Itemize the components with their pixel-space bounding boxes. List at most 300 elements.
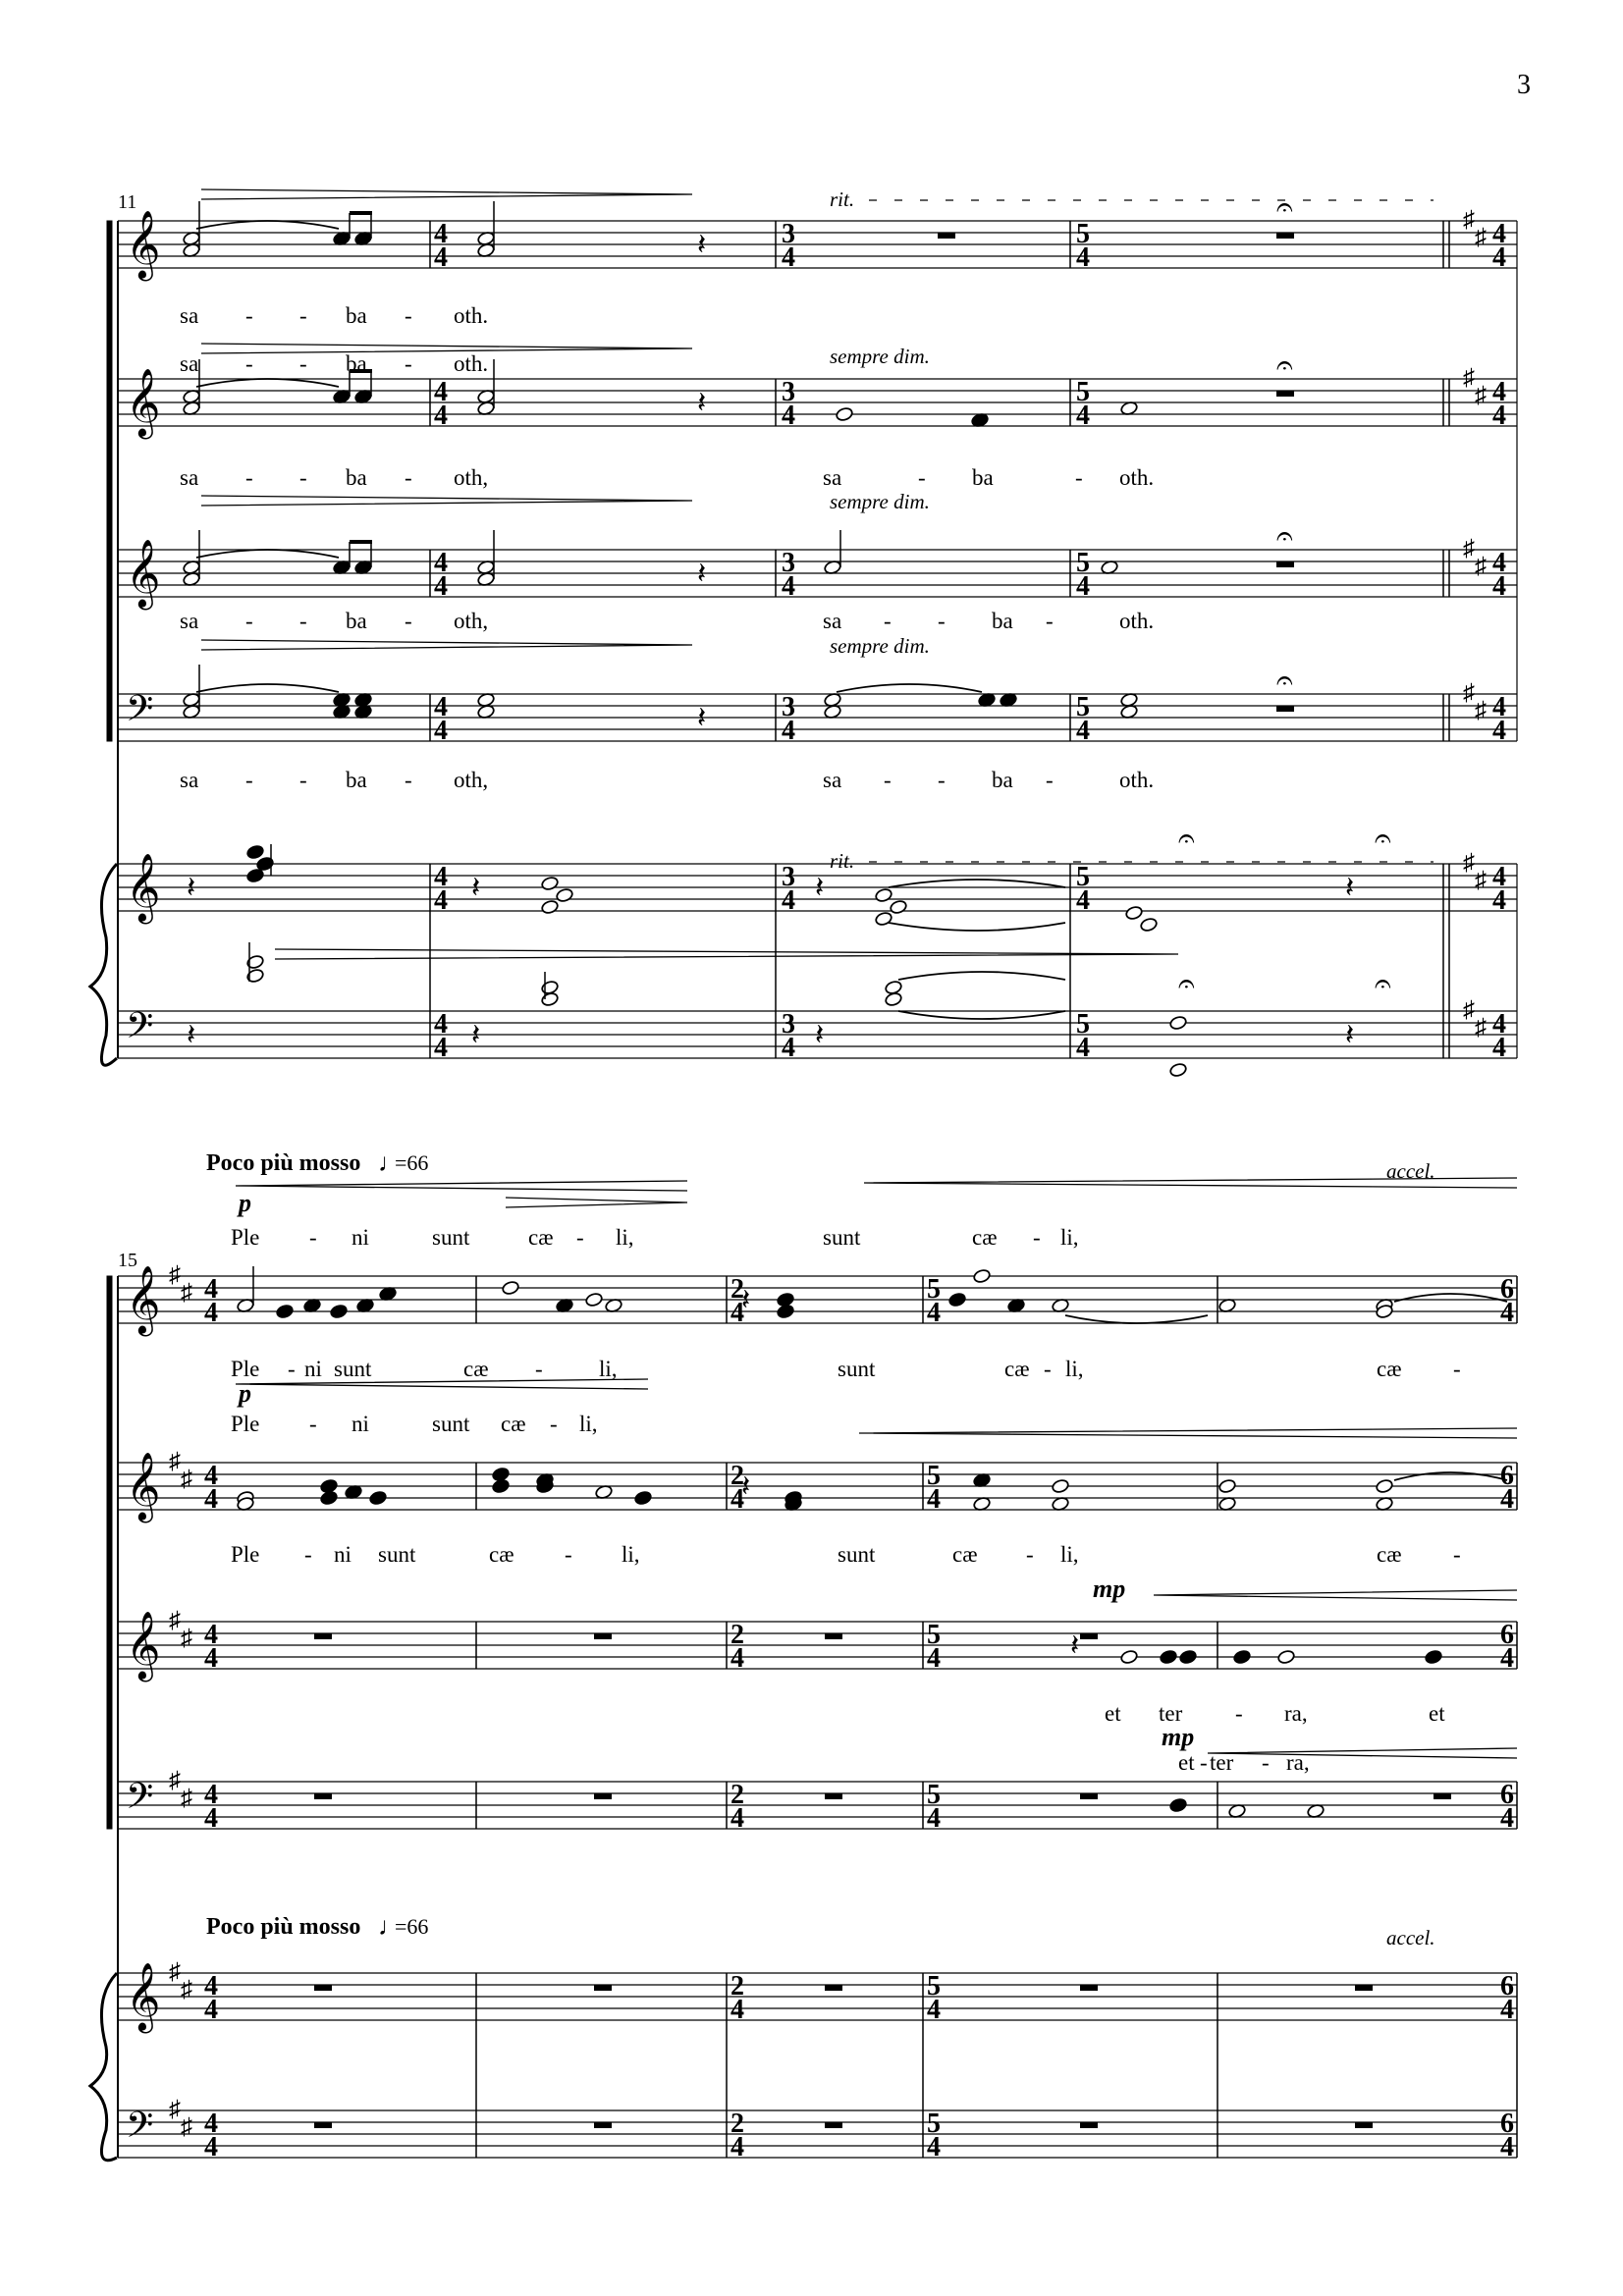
- time-signature: 4: [434, 377, 448, 407]
- time-signature: 4: [1500, 1995, 1514, 2025]
- time-signature: 4: [434, 242, 448, 273]
- svg-text:-: -: [565, 1542, 572, 1567]
- whole-rest-icon: [825, 1793, 842, 1799]
- tie: [196, 221, 339, 229]
- decrescendo-hairpin: [201, 344, 692, 353]
- svg-text:-: -: [1033, 1225, 1041, 1250]
- svg-text:li,: li,: [579, 1412, 598, 1436]
- key-sharp-icon: ♯: [1475, 1015, 1487, 1041]
- fermata-icon: 𝄐: [1276, 665, 1293, 697]
- svg-text:cæ: cæ: [501, 1412, 526, 1436]
- svg-text:cæ: cæ: [528, 1225, 554, 1250]
- time-signature: 4: [782, 1033, 795, 1063]
- svg-text:-: -: [884, 609, 892, 633]
- note-head: [1169, 1797, 1188, 1813]
- svg-text:sunt: sunt: [334, 1357, 372, 1381]
- note-head: [1233, 1649, 1252, 1665]
- key-sharp-icon: ♯: [169, 1262, 181, 1288]
- rest-icon: 𝄽: [471, 1019, 481, 1051]
- alto-lyrics-sys2: [231, 1542, 1461, 1567]
- whole-rest-icon: [1434, 1793, 1451, 1799]
- time-signature: 4: [782, 716, 795, 746]
- fermata-icon: 𝄐: [1178, 823, 1195, 855]
- svg-text:-: -: [1200, 1750, 1208, 1775]
- treble-clef-icon: 𝄞: [126, 210, 161, 279]
- note-head: [1125, 905, 1144, 921]
- time-signature: 6: [1500, 2109, 1514, 2139]
- svg-text:Ple: Ple: [231, 1357, 260, 1381]
- time-signature: 4: [434, 862, 448, 892]
- time-signature: 4: [434, 400, 448, 431]
- time-signature: 5: [1076, 1009, 1090, 1040]
- whole-rest-icon: [314, 2122, 332, 2128]
- time-signature: 4: [782, 885, 795, 916]
- svg-text:oth.: oth.: [1119, 609, 1155, 633]
- whole-rest-icon: [1276, 233, 1294, 239]
- key-sharp-icon: ♯: [1475, 383, 1487, 408]
- whole-rest-icon: [314, 1793, 332, 1799]
- time-signature: 4: [204, 1643, 218, 1674]
- dynamic-p-soprano: p: [239, 1189, 251, 1217]
- time-signature: 4: [434, 885, 448, 916]
- svg-text:li,: li,: [599, 1357, 618, 1381]
- rest-icon: 𝄽: [471, 872, 481, 904]
- time-signature: 4: [782, 242, 795, 273]
- rest-icon: 𝄽: [815, 872, 825, 904]
- fermata-icon: 𝄐: [1178, 968, 1195, 1000]
- rest-icon: 𝄽: [741, 1284, 751, 1316]
- page-number: 3: [1517, 70, 1531, 100]
- note-head: [246, 844, 265, 860]
- note-head: [836, 406, 854, 422]
- rest-icon: 𝄽: [697, 229, 707, 261]
- note-head: [1140, 917, 1159, 933]
- time-signature: 4: [1500, 1803, 1514, 1834]
- time-signature: 4: [204, 1803, 218, 1834]
- time-signature: 4: [1492, 242, 1506, 273]
- whole-rest-icon: [1080, 1985, 1098, 1991]
- decrescendo-hairpin: [506, 1198, 687, 1207]
- time-signature: 4: [434, 548, 448, 578]
- svg-text:sa: sa: [180, 351, 199, 376]
- svg-text:li,: li,: [1065, 1357, 1084, 1381]
- note-head: [1376, 1478, 1394, 1494]
- svg-text:sunt: sunt: [378, 1542, 416, 1567]
- note-head: [1169, 1062, 1188, 1078]
- sempre-dim-bass: sempre dim.: [830, 634, 930, 658]
- note-head: [875, 887, 893, 903]
- dynamic-mp-bass: mp: [1162, 1723, 1195, 1751]
- time-signature: 4: [1492, 885, 1506, 916]
- time-signature: 3: [782, 219, 795, 249]
- tie: [1394, 1472, 1507, 1480]
- tie: [196, 379, 339, 387]
- fermata-icon: 𝄐: [1276, 349, 1293, 382]
- svg-text:-: -: [1046, 609, 1054, 633]
- bass-clef-icon: 𝄢: [126, 1776, 154, 1826]
- key-sharp-icon: ♯: [1475, 225, 1487, 250]
- note-head: [585, 1292, 604, 1308]
- piano-brace-2: [90, 1973, 117, 2161]
- svg-text:-: -: [299, 768, 307, 792]
- time-signature: 6: [1500, 1971, 1514, 2002]
- time-signature: 3: [782, 548, 795, 578]
- whole-rest-icon: [594, 1793, 612, 1799]
- soprano-lyrics-above-sys2: [231, 1225, 1079, 1250]
- accel-label-piano: accel.: [1386, 1926, 1435, 1949]
- svg-text:ni: ni: [352, 1412, 369, 1436]
- beam: [350, 211, 372, 215]
- svg-text:ni: ni: [304, 1357, 322, 1381]
- whole-rest-icon: [825, 1633, 842, 1639]
- svg-text:oth.: oth.: [1119, 768, 1155, 792]
- soprano-lyrics-sys1: [180, 303, 488, 328]
- treble-clef-icon: 𝄞: [126, 1265, 161, 1334]
- time-signature: 2: [730, 1780, 744, 1810]
- key-sharp-icon: ♯: [169, 1608, 181, 1633]
- tenor-lyrics-sys1: [180, 609, 1154, 633]
- svg-text:-: -: [299, 351, 307, 376]
- time-signature: 4: [204, 1484, 218, 1515]
- time-signature: 4: [1076, 885, 1090, 916]
- svg-text:-: -: [938, 768, 946, 792]
- svg-text:ba: ba: [346, 351, 367, 376]
- svg-text:et: et: [1105, 1701, 1121, 1726]
- svg-text:-: -: [1235, 1701, 1243, 1726]
- tie: [196, 684, 339, 692]
- svg-text:cæ: cæ: [1004, 1357, 1030, 1381]
- note-head: [1169, 1015, 1188, 1031]
- svg-text:oth.: oth.: [454, 351, 489, 376]
- time-signature: 4: [1492, 1033, 1506, 1063]
- svg-text:-: -: [1075, 465, 1083, 490]
- svg-text:-: -: [245, 351, 253, 376]
- time-signature: 2: [730, 1971, 744, 2002]
- decrescendo-hairpin: [201, 496, 692, 506]
- svg-text:-: -: [405, 303, 412, 328]
- tie: [889, 923, 1065, 931]
- crescendo-hairpin: [859, 1428, 1517, 1438]
- svg-text:-: -: [918, 465, 926, 490]
- time-signature: 6: [1500, 1620, 1514, 1650]
- alto-lyrics-sys1: [180, 465, 1154, 490]
- whole-rest-icon: [314, 1985, 332, 1991]
- svg-text:et: et: [1429, 1701, 1445, 1726]
- time-signature: 4: [434, 716, 448, 746]
- note-head: [875, 911, 893, 927]
- svg-text:Ple: Ple: [231, 1412, 260, 1436]
- time-signature: 4: [1076, 571, 1090, 602]
- time-signature: 3: [782, 1009, 795, 1040]
- time-signature: 5: [927, 1620, 941, 1650]
- fermata-icon: 𝄐: [1276, 191, 1293, 224]
- note-head: [492, 1478, 511, 1494]
- tie: [898, 1011, 1065, 1019]
- time-signature: 2: [730, 1620, 744, 1650]
- whole-rest-icon: [594, 1985, 612, 1991]
- svg-text:sa: sa: [823, 609, 842, 633]
- decrescendo-hairpin: [201, 640, 692, 650]
- time-signature: 4: [204, 1995, 218, 2025]
- time-signature: 4: [204, 2132, 218, 2163]
- bass-lyrics-sys1: [180, 768, 1154, 792]
- time-signature: 4: [204, 2109, 218, 2139]
- svg-text:sunt: sunt: [838, 1357, 876, 1381]
- svg-text:-: -: [576, 1225, 584, 1250]
- fermata-icon: 𝄐: [1375, 823, 1391, 855]
- note-head: [777, 1304, 795, 1319]
- time-signature: 4: [1492, 1009, 1506, 1040]
- key-sharp-icon: ♯: [1463, 536, 1475, 561]
- barlines: [90, 221, 1517, 2161]
- svg-text:-: -: [288, 1357, 296, 1381]
- choir-bracket-2: [107, 1276, 112, 1829]
- whole-rest-icon: [594, 2122, 612, 2128]
- rest-icon: 𝄽: [1345, 1019, 1355, 1051]
- key-sharp-icon: ♯: [1463, 207, 1475, 233]
- svg-text:li,: li,: [622, 1542, 640, 1567]
- svg-text:ba: ba: [346, 465, 367, 490]
- sempre-dim-tenor: sempre dim.: [830, 490, 930, 513]
- crescendo-hairpin: [236, 1379, 648, 1389]
- tie: [196, 550, 339, 558]
- crescendo-hairpin: [236, 1181, 687, 1191]
- key-sharp-icon: ♯: [1475, 868, 1487, 893]
- time-signature: 4: [1492, 400, 1506, 431]
- rest-icon: 𝄽: [1070, 1629, 1080, 1662]
- time-signature: 4: [927, 1803, 941, 1834]
- time-signature: 4: [1500, 1484, 1514, 1515]
- svg-text:cæ: cæ: [489, 1542, 514, 1567]
- note-head: [1277, 1649, 1296, 1665]
- note-head: [1179, 1649, 1198, 1665]
- time-signature: 3: [782, 862, 795, 892]
- tie: [898, 972, 1065, 980]
- dynamic-p-alto: p: [239, 1379, 251, 1408]
- key-sharp-icon: ♯: [181, 1280, 192, 1306]
- time-signature: 4: [782, 571, 795, 602]
- key-sharp-icon: ♯: [169, 1449, 181, 1474]
- tie: [889, 880, 1065, 887]
- note-head: [634, 1490, 653, 1506]
- note-head: [1160, 1649, 1178, 1665]
- time-signature: 4: [1492, 219, 1506, 249]
- time-signature: 4: [1076, 1033, 1090, 1063]
- svg-text:-: -: [884, 768, 892, 792]
- note-head: [1425, 1649, 1443, 1665]
- svg-text:Ple: Ple: [231, 1542, 260, 1567]
- svg-text:ra,: ra,: [1284, 1701, 1308, 1726]
- tie: [1394, 1294, 1507, 1302]
- svg-text:-: -: [1046, 768, 1054, 792]
- whole-rest-icon: [594, 1633, 612, 1639]
- svg-text:cæ: cæ: [952, 1542, 978, 1567]
- time-signature: 4: [1500, 1298, 1514, 1328]
- whole-rest-icon: [314, 1633, 332, 1639]
- note-head: [1052, 1478, 1070, 1494]
- time-signature: 3: [782, 377, 795, 407]
- time-signature: 4: [204, 1971, 218, 2002]
- treble-clef-icon: 𝄞: [126, 1611, 161, 1680]
- note-head: [369, 1490, 388, 1506]
- key-sharp-icon: ♯: [1463, 850, 1475, 876]
- treble-clef-icon: 𝄞: [126, 853, 161, 922]
- measure-number-15: 15: [118, 1250, 137, 1271]
- note-head: [320, 1490, 339, 1506]
- quarter-note-icon: ♩: [378, 1148, 404, 1177]
- svg-text:-: -: [245, 768, 253, 792]
- svg-text:-: -: [405, 768, 412, 792]
- key-sharp-icon: ♯: [169, 2097, 181, 2122]
- time-signature: 4: [434, 571, 448, 602]
- svg-text:sa: sa: [823, 465, 842, 490]
- svg-text:cæ: cæ: [972, 1225, 998, 1250]
- svg-text:Ple: Ple: [231, 1225, 260, 1250]
- svg-text:sa: sa: [180, 303, 199, 328]
- time-signature: 6: [1500, 1461, 1514, 1491]
- svg-text:li,: li,: [1060, 1225, 1079, 1250]
- time-signature: 2: [730, 1461, 744, 1491]
- dynamic-mp-tenor: mp: [1093, 1575, 1126, 1603]
- note-head: [948, 1292, 967, 1308]
- note-head: [541, 991, 560, 1007]
- time-signature: 4: [730, 2132, 744, 2163]
- whole-rest-icon: [825, 1985, 842, 1991]
- whole-rest-icon: [1355, 1985, 1373, 1991]
- time-signature: 4: [1492, 377, 1506, 407]
- time-signature: 5: [1076, 692, 1090, 722]
- rit-label-vocal: rit.: [830, 187, 855, 211]
- key-sharp-icon: ♯: [1463, 365, 1475, 391]
- svg-text:oth,: oth,: [454, 609, 489, 633]
- svg-text:-: -: [1262, 1750, 1270, 1775]
- svg-text:oth.: oth.: [1119, 465, 1155, 490]
- svg-text:sa: sa: [180, 609, 199, 633]
- time-signature: 4: [730, 1484, 744, 1515]
- svg-text:-: -: [405, 351, 412, 376]
- svg-text:-: -: [309, 1412, 317, 1436]
- time-signature: 4: [434, 1033, 448, 1063]
- svg-text:-: -: [309, 1225, 317, 1250]
- staff-lines: [118, 221, 1517, 2158]
- time-signature: 4: [927, 1995, 941, 2025]
- key-sharp-icon: ♯: [1475, 698, 1487, 723]
- time-signature: 6: [1500, 1780, 1514, 1810]
- time-signature: 4: [927, 1643, 941, 1674]
- time-signature: 3: [782, 692, 795, 722]
- accel-label-vocal: accel.: [1386, 1159, 1435, 1183]
- time-signature: 4: [434, 692, 448, 722]
- tie: [1065, 1315, 1208, 1323]
- bass-clef-icon: 𝄢: [126, 2105, 154, 2155]
- svg-text:sa: sa: [180, 768, 199, 792]
- time-signature: 4: [1076, 400, 1090, 431]
- svg-text:-: -: [245, 303, 253, 328]
- quarter-note-icon-piano: ♩: [378, 1912, 404, 1941]
- svg-text:sa: sa: [823, 768, 842, 792]
- time-signature: 4: [204, 1461, 218, 1491]
- svg-text:-: -: [1026, 1542, 1034, 1567]
- time-signature: 5: [1076, 377, 1090, 407]
- soprano-lyrics-sys2: [231, 1357, 1461, 1381]
- svg-text:li,: li,: [1060, 1542, 1079, 1567]
- decrescendo-hairpin: [275, 949, 1178, 959]
- time-signature: 4: [927, 1298, 941, 1328]
- rit-label-piano: rit.: [830, 849, 855, 873]
- svg-text:sunt: sunt: [432, 1225, 470, 1250]
- whole-rest-icon: [1355, 2122, 1373, 2128]
- svg-text:-: -: [299, 609, 307, 633]
- treble-clef-icon: 𝄞: [126, 368, 161, 437]
- whole-rest-icon: [1080, 2122, 1098, 2128]
- time-signature: 4: [730, 1995, 744, 2025]
- time-signature: 6: [1500, 1274, 1514, 1305]
- key-sharp-icon: ♯: [181, 1467, 192, 1492]
- svg-text:oth,: oth,: [454, 768, 489, 792]
- time-signature: 4: [204, 1780, 218, 1810]
- tenor-lyrics-sys2: [1105, 1701, 1445, 1726]
- svg-text:-: -: [405, 465, 412, 490]
- svg-text:ni: ni: [334, 1542, 352, 1567]
- svg-text:sa: sa: [180, 465, 199, 490]
- note-head: [541, 899, 560, 915]
- time-signature: 5: [927, 1971, 941, 2002]
- treble-clef-icon: 𝄞: [126, 1962, 161, 2031]
- tempo-value-piano: =66: [395, 1914, 429, 1939]
- svg-text:-: -: [405, 609, 412, 633]
- time-signature: 4: [730, 1298, 744, 1328]
- svg-text:-: -: [304, 1542, 312, 1567]
- svg-text:cæ: cæ: [1377, 1357, 1402, 1381]
- svg-text:ni: ni: [352, 1225, 369, 1250]
- svg-text:sunt: sunt: [838, 1542, 876, 1567]
- time-signature: 4: [927, 2132, 941, 2163]
- piano-brace: [90, 864, 117, 1065]
- note-head: [1218, 1478, 1237, 1494]
- time-signature: 4: [434, 1009, 448, 1040]
- svg-text:cæ: cæ: [463, 1357, 489, 1381]
- time-signature: 5: [927, 2109, 941, 2139]
- tempo-marking-piano: Poco più mosso: [206, 1914, 361, 1940]
- tie: [837, 684, 982, 692]
- note-head: [885, 991, 903, 1007]
- key-sharp-icon: ♯: [181, 1786, 192, 1811]
- svg-text:-: -: [299, 465, 307, 490]
- key-sharp-icon: ♯: [181, 1626, 192, 1651]
- svg-text:ba: ba: [346, 303, 367, 328]
- tempo-marking-vocal: Poco più mosso: [206, 1150, 361, 1176]
- alto-lyrics-above-sys1: [180, 351, 488, 376]
- crescendo-hairpin: [1154, 1590, 1517, 1600]
- decrescendo-hairpin: [201, 189, 692, 199]
- key-sharp-icon: ♯: [169, 1768, 181, 1793]
- note-head: [556, 887, 574, 903]
- svg-text:-: -: [245, 465, 253, 490]
- whole-rest-icon: [1276, 706, 1294, 712]
- svg-text:-: -: [299, 303, 307, 328]
- svg-text:ba: ba: [972, 465, 994, 490]
- svg-text:-: -: [245, 609, 253, 633]
- time-signature: 5: [1076, 219, 1090, 249]
- bass-clef-icon: 𝄢: [126, 688, 154, 738]
- time-signature: 4: [434, 219, 448, 249]
- note-head: [973, 1268, 992, 1284]
- svg-text:sunt: sunt: [823, 1225, 861, 1250]
- svg-text:ba: ba: [346, 768, 367, 792]
- svg-text:li,: li,: [616, 1225, 634, 1250]
- rest-icon: 𝄽: [697, 387, 707, 419]
- rest-icon: 𝄽: [697, 558, 707, 590]
